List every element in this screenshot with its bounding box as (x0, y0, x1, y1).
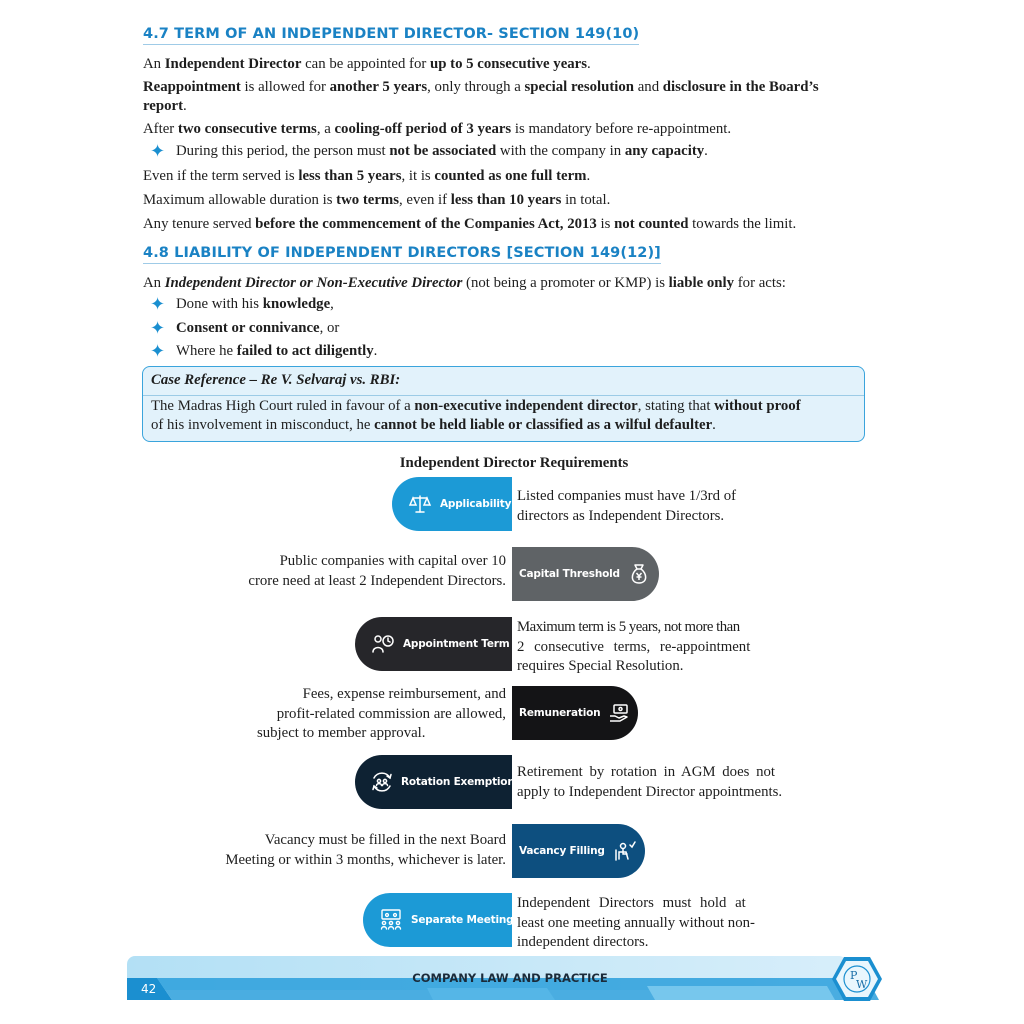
pw-logo-icon (831, 955, 883, 1003)
term-line-report: report. (143, 98, 187, 114)
hand-money-icon (608, 702, 630, 724)
scales-icon (408, 493, 432, 515)
pill-label: Vacancy Filling (519, 845, 605, 857)
section-heading-4-7: 4.7 TERM OF AN INDEPENDENT DIRECTOR- SECTION 149(10) (143, 26, 639, 45)
rotation-people-icon (371, 771, 393, 793)
liability-bullet-diligence: ✦ Where he failed to act diligently. (150, 341, 378, 361)
desc-capital-threshold: Public companies with capital over 10 crore need at least 2 Independent Directors. (248, 553, 506, 589)
case-reference-box (142, 366, 865, 442)
term-line-max-duration: Maximum allowable duration is two terms, even if less than 10 years in total. (143, 192, 611, 208)
case-text-line: of his involvement in misconduct, he cannot be held liable or classified as a wilful defaulter. (151, 417, 716, 433)
liability-intro-line: An Independent Director or Non-Executive Director (not being a promoter or KMP) is liable only for acts: (143, 275, 786, 291)
star-bullet-icon: ✦ (150, 141, 166, 161)
term-bullet-not-associated: ✦ During this period, the person must not be associated with the company in any capacity. (150, 141, 708, 161)
desc-remuneration: Fees, expense reimbursement, and profit-related commission are allowed, subject to member approval. (257, 686, 506, 741)
liability-bullet-knowledge: ✦ Done with his knowledge, (150, 294, 334, 314)
term-line-appointment: An Independent Director can be appointed for up to 5 consecutive years. (143, 56, 591, 72)
star-bullet-icon: ✦ (150, 294, 166, 314)
liability-bullet-consent: ✦ Consent or connivance, or (150, 318, 340, 338)
term-line-cooling-off: After two consecutive terms, a cooling-off period of 3 years is mandatory before re-appointment. (143, 121, 732, 137)
pill-capital-threshold (512, 547, 659, 601)
term-line-prior-tenure: Any tenure served before the commencement of the Companies Act, 2013 is not counted towards the limit. (143, 216, 797, 232)
desc-separate-meeting: Independent Directors must hold at least one meeting annually without non- independent directors. (517, 895, 755, 950)
case-reference-title: Case Reference – Re V. Selvaraj vs. RBI: (151, 372, 401, 388)
desc-vacancy-filling: Vacancy must be filled in the next Board Meeting or within 3 months, whichever is later. (225, 832, 506, 868)
diagram-title: Independent Director Requirements (399, 455, 629, 471)
term-line-full-term: Even if the term served is less than 5 years, it is counted as one full term. (143, 168, 591, 184)
pill-label: Appointment Term (403, 638, 510, 650)
pill-appointment-term (355, 617, 512, 671)
pill-label: Applicability (440, 498, 512, 510)
star-bullet-icon: ✦ (150, 318, 166, 338)
money-bag-icon (628, 562, 650, 586)
case-text-line: The Madras High Court ruled in favour of a non-executive independent director, stating that without proof (151, 398, 801, 414)
desc-applicability: Listed companies must have 1/3rd of directors as Independent Directors. (517, 488, 737, 524)
desc-rotation-exemption: Retirement by rotation in AGM does not apply to Independent Director appointments. (517, 764, 783, 800)
pill-rotation-exemption (355, 755, 515, 809)
svg-text:W: W (856, 978, 868, 991)
case-divider (143, 395, 864, 396)
pill-label: Rotation Exemption (401, 776, 515, 788)
pill-label: Separate Meeting (411, 914, 514, 926)
pill-vacancy-filling (512, 824, 645, 878)
page-number: 42 (141, 982, 157, 996)
chair-person-icon (613, 839, 637, 863)
svg-text:P: P (850, 969, 858, 982)
section-heading-4-8: 4.8 LIABILITY OF INDEPENDENT DIRECTORS [SECTION 149(12)] (143, 245, 661, 264)
meeting-icon (379, 908, 403, 932)
desc-appointment-term: Maximum term is 5 years, not more than 2 consecutive terms, re-appointment requires Special Resolution. (517, 619, 751, 674)
pill-remuneration (512, 686, 638, 740)
pill-separate-meeting (363, 893, 512, 947)
term-line-reappointment: Reappointment is allowed for another 5 years, only through a special resolution and disclosure in the Board’s (143, 79, 819, 95)
footer-title: COMPANY LAW AND PRACTICE (412, 971, 608, 985)
pill-applicability (392, 477, 512, 531)
person-clock-icon (371, 633, 395, 655)
pill-label: Capital Threshold (519, 568, 620, 580)
pill-label: Remuneration (519, 707, 601, 719)
star-bullet-icon: ✦ (150, 341, 166, 361)
